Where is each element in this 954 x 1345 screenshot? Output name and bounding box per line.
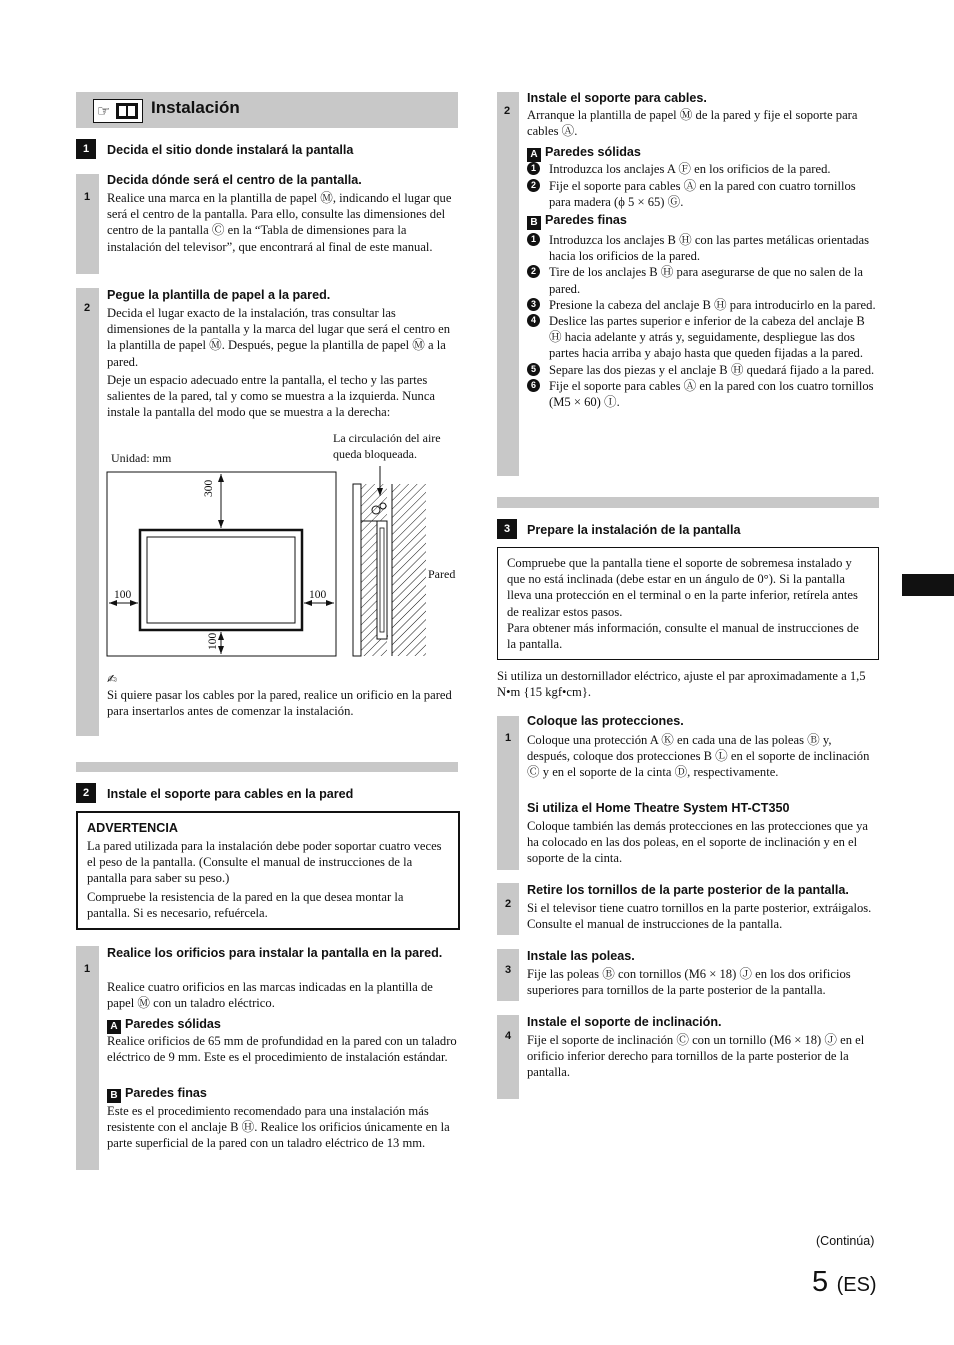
substep-3-4-title: Instale el soporte de inclinación. (527, 1015, 722, 1029)
substep-3-3-title: Instale las poleas. (527, 949, 635, 963)
substep-3-4-body: Fije el soporte de inclinación Ⓒ con un tornillo (M6 × 18) Ⓙ en el orificio inferior derecho para tornillos de la parte posterior de la pantalla. (527, 1033, 865, 1080)
dimension-right: 100 (309, 589, 327, 601)
substep-3-2-title: Retire los tornillos de la parte posterior de la pantalla. (527, 883, 849, 897)
substep-3-4-number: 4 (505, 1030, 512, 1042)
svg-text:☞: ☞ (97, 102, 111, 120)
thin-walls-list (527, 232, 879, 410)
solid-walls-list (527, 161, 879, 211)
thin-walls-title-2: Paredes finas (545, 213, 627, 227)
list-item: 2 Tire de los anclajes B Ⓗ para asegurarse de que no salen de la pared. (527, 264, 879, 296)
step-bullet: 3 (527, 298, 540, 311)
step-3-title: Prepare la instalación de la pantalla (527, 523, 741, 537)
substep-1-2-body-2: Deje un espacio adecuado entre la pantalla, el techo y las partes salientes de la pared, tal y como se muestra a la izquierda. Nunca instale la pantalla del modo que se muestra a la derecha: (107, 373, 436, 420)
substep-1-2-number: 2 (84, 302, 91, 314)
info-box-text-1: Compruebe que la pantalla tiene el soporte de sobremesa instalado y que no está inclinada (debe estar en un ángulo de 0°). Si la pantalla lleva una protección en el terminal o en la parte inferior, retírela antes de realizar estos pasos. (507, 556, 858, 619)
substep-1-2-body-1: Decida el lugar exacto de la instalación, tras consultar las dimensiones de la pantalla y la marca del lugar que será el centro en la plantilla de papel Ⓜ. Después, pegue la plantilla de papel Ⓜ a la pared. (107, 306, 451, 369)
list-item: 6 Fije el soporte para cables Ⓐ en la pared con los cuatro tornillos (M5 × 60) Ⓘ. (527, 378, 879, 410)
substep-2-1-title: Realice los orificios para instalar la pantalla en la pared. (107, 946, 443, 960)
step-bullet: 2 (527, 265, 540, 278)
thin-walls-body: Este es el procedimiento recomendado para una instalación más resistente con el anclaje B Ⓗ. Realice los orificios únicamente en la parte superficial de la pared con un taladro eléctrico de 13 mm. (107, 1104, 450, 1151)
dimension-left: 100 (114, 589, 132, 601)
thin-walls-heading-2 (527, 212, 627, 230)
dimension-bottom: 100 (207, 632, 219, 650)
continued-label: (Continúa) (816, 1234, 875, 1248)
list-item: 1 Introduzca los anclajes B Ⓗ con las partes metálicas orientadas hacia los orificios de la pared. (527, 232, 879, 264)
step-bullet: 5 (527, 363, 540, 376)
note-text: Si quiere pasar los cables por la pared, realice un orificio en la pared para insertarlos antes de comenzar la instalación. (107, 688, 452, 719)
substep-3-3-number: 3 (505, 964, 512, 976)
wrong-installation-diagram (350, 466, 430, 658)
substep-2-2-bar (497, 92, 519, 476)
language-tab-marker (902, 574, 954, 596)
list-item: 2 Fije el soporte para cables Ⓐ en la pared con cuatro tornillos para madera (ϕ 5 × 65) Ⓖ. (527, 178, 879, 210)
warning-text-1: La pared utilizada para la instalación debe poder soportar cuatro veces el peso de la pantalla. (Consulte el manual de instrucciones de la pantalla para saber su peso.) (87, 839, 442, 886)
thin-walls-title: Paredes finas (125, 1086, 207, 1100)
label-a-badge-2: A (527, 148, 541, 162)
figure-air-label: La circulación del aire queda bloqueada. (333, 431, 441, 462)
warning-text-2: Compruebe la resistencia de la pared en la que desea montar la pantalla. Si es necesario, refuércela. (87, 890, 404, 921)
step-bullet: 4 (527, 314, 540, 327)
substep-3-4-bar (497, 1015, 519, 1099)
warning-title: ADVERTENCIA (87, 821, 178, 835)
solid-walls-heading-2 (527, 144, 641, 162)
list-item: 3 Presione la cabeza del anclaje B Ⓗ para introducirlo en la pared. (527, 297, 879, 313)
substep-3-2-body: Si el televisor tiene cuatro tornillos en la parte posterior, extráigalos. Consulte el manual de instrucciones de la pantalla. (527, 901, 872, 932)
step-2-divider-bar (76, 762, 458, 772)
substep-1-1-body: Realice una marca en la plantilla de papel Ⓜ, indicando el lugar que será el centro de la pantalla. Para ello, consulte las dimensiones del centro de la pantalla Ⓒ en la “Tabla de dimensiones para la instalación del televisor”, que encontrará al final de este manual. (107, 191, 452, 254)
step-3-divider-bar (497, 497, 879, 508)
label-b-badge: B (107, 1089, 121, 1103)
substep-1-2-bar (76, 288, 99, 736)
step-2-badge: 2 (76, 783, 96, 803)
step-1-title: Decida el sitio donde instalará la pantalla (107, 143, 354, 157)
solid-walls-heading (107, 1016, 221, 1034)
step-bullet: 2 (527, 179, 540, 192)
substep-3-1-number: 1 (505, 732, 512, 744)
solid-walls-body: Realice orificios de 65 mm de profundidad en la pared con un taladro eléctrico de 9 mm. Este es el procedimiento de instalación estándar. (107, 1034, 457, 1065)
step-3-badge: 3 (497, 519, 517, 539)
solid-walls-title: Paredes sólidas (125, 1017, 221, 1031)
substep-2-1-bar (76, 946, 99, 1170)
substep-2-2-title: Instale el soporte para cables. (527, 91, 707, 105)
substep-3-3-body: Fije las poleas Ⓑ con tornillos (M6 × 18) Ⓙ en los dos orificios superiores para tornillos de la parte posterior de la pantalla. (527, 967, 851, 998)
step-bullet: 6 (527, 379, 540, 392)
info-box-text-2: Para obtener más información, consulte el manual de instrucciones de la pantalla. (507, 621, 859, 652)
page-language: (ES) (836, 1274, 877, 1296)
torque-text: Si utiliza un destornillador eléctrico, ajuste el par aproximadamente a 1,5 N•m {15 kgf•cm}. (497, 669, 866, 700)
substep-3-1-body-2: Coloque también las demás protecciones en las protecciones que ya ha colocado en las dos poleas, en el soporte de inclinación y en el soporte de la cinta. (527, 819, 868, 866)
step-1-badge: 1 (76, 139, 96, 159)
substep-2-2-body: Arranque la plantilla de papel Ⓜ de la pared y fije el soporte para cables Ⓐ. (527, 108, 858, 139)
substep-3-1-title-2: Si utiliza el Home Theatre System HT-CT350 (527, 801, 790, 815)
solid-walls-title-2: Paredes sólidas (545, 145, 641, 159)
manual-icon (93, 99, 143, 123)
substep-1-1-number: 1 (84, 191, 91, 203)
substep-1-1-bar (76, 174, 99, 274)
installation-clearance-diagram (106, 470, 338, 658)
substep-2-1-body: Realice cuatro orificios en las marcas indicadas en la plantilla de papel Ⓜ con un taladro eléctrico. (107, 980, 433, 1011)
note-pencil-icon: ✍ (107, 672, 118, 686)
list-item: 5 Separe las dos piezas y el anclaje B Ⓗ quedará fijado a la pared. (527, 362, 879, 378)
substep-2-2-number: 2 (504, 105, 511, 117)
wall-label: Pared (428, 567, 456, 581)
substep-1-2-title: Pegue la plantilla de papel a la pared. (107, 288, 331, 302)
step-bullet: 1 (527, 162, 540, 175)
substep-3-1-title: Coloque las protecciones. (527, 714, 684, 728)
page-title: Instalación (151, 98, 240, 117)
substep-3-1-body: Coloque una protección A Ⓚ en cada una de las poleas Ⓑ y, después, coloque dos protecciones B Ⓛ en el soporte de inclinación Ⓒ y en el soporte de la cinta Ⓓ, respectivamente. (527, 733, 870, 780)
figure-unit-label: Unidad: mm (111, 451, 172, 465)
substep-3-2-number: 2 (505, 898, 512, 910)
page-number-value: 5 (812, 1266, 829, 1298)
substep-1-1-title: Decida dónde será el centro de la pantalla. (107, 173, 362, 187)
list-item: 1 Introduzca los anclajes A Ⓕ en los orificios de la pared. (527, 161, 879, 177)
page-number (812, 1266, 877, 1299)
step-2-title: Instale el soporte para cables en la pared (107, 787, 354, 801)
label-a-badge: A (107, 1020, 121, 1034)
label-b-badge-2: B (527, 216, 541, 230)
dimension-top: 300 (203, 479, 215, 497)
step-bullet: 1 (527, 233, 540, 246)
list-item: 4 Deslice las partes superior e inferior de la cabeza del anclaje B Ⓗ hacia adelante y atrás y, seguidamente, despliegue las dos partes hacia arriba y abajo hasta que queden fijadas a la pared. (527, 313, 879, 362)
thin-walls-heading (107, 1085, 207, 1103)
substep-2-1-number: 1 (84, 963, 91, 975)
